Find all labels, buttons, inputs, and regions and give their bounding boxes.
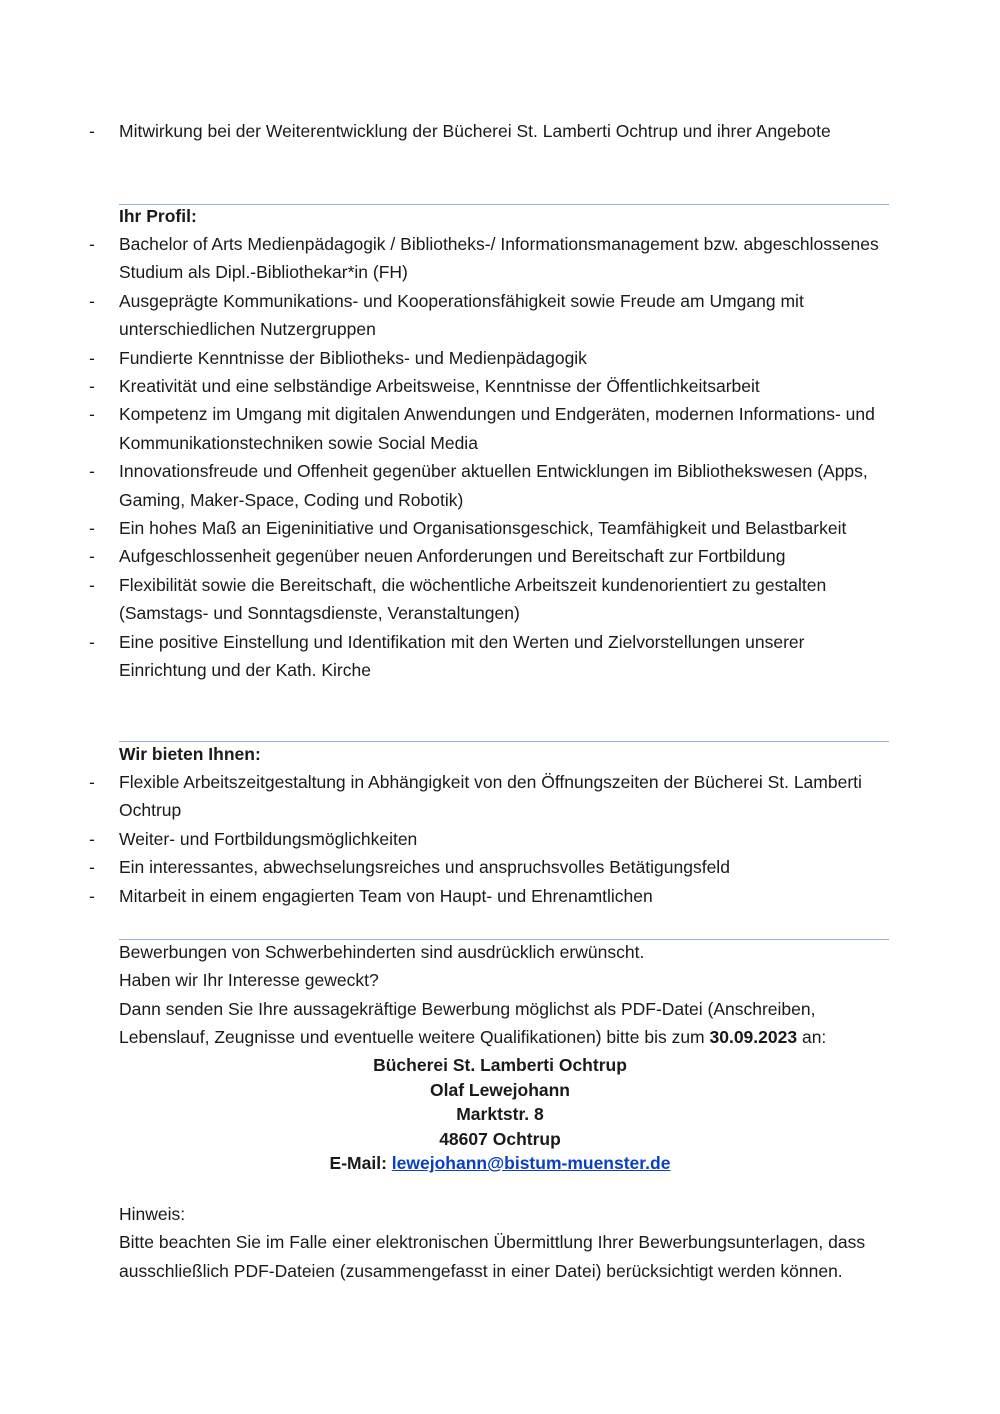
list-item [0,514,889,542]
list-item [0,628,889,685]
list-item [0,882,889,910]
application-text: Dann senden Sie Ihre aussagekräftige Bewerbung möglichst als PDF-Datei (Anschreiben, Lebenslauf, Zeugnisse und eventuelle weitere Qualifikationen) bitte bis zum [119,998,816,1048]
list-item-text: Fundierte Kenntnisse der Bibliotheks- und Medienpädagogik [119,347,587,368]
application-line: Bewerbungen von Schwerbehinderten sind ausdrücklich erwünscht. [119,942,645,962]
bullet-dash: - [89,518,95,539]
note-paragraph [119,1200,889,1285]
list-item [0,571,889,628]
list-item-text: Aufgeschlossenheit gegenüber neuen Anforderungen und Bereitschaft zur Fortbildung [119,546,786,567]
list-item-text: Mitarbeit in einem engagierten Team von Haupt- und Ehrenamtlichen [119,885,653,906]
section-divider [119,204,889,205]
address-city: 48607 Ochtrup [439,1128,561,1149]
list-item-text: Weiter- und Fortbildungsmöglichkeiten [119,828,418,849]
list-item-text: Kompetenz im Umgang mit digitalen Anwendungen und Endgeräten, modernen Informations- und Kommunikationstechniken sowie Social Media [119,404,875,453]
list-item-text: Innovationsfreude und Offenheit gegenüber aktuellen Entwicklungen im Bibliothekswesen (Apps, Gaming, Maker-Space, Coding und Robotik) [119,461,868,510]
list-item-text: Ausgeprägte Kommunikations- und Kooperationsfähigkeit sowie Freude am Umgang mit unterschiedlichen Nutzergruppen [119,290,804,340]
list-item [0,542,889,570]
note-text: Bitte beachten Sie im Falle einer elektronischen Übermittlung Ihrer Bewerbungsunterlagen, dass ausschließlich PDF-Dateien (zusammengefasst in einer Datei) berücksichtigt werden können. [119,1232,866,1281]
list-item [0,230,889,287]
bullet-dash: - [89,857,95,878]
list-item [0,457,889,514]
bullet-dash: - [89,631,95,652]
address-organization: Bücherei St. Lamberti Ochtrup [373,1055,627,1075]
note-label: Hinweis: [119,1204,186,1224]
bullet-dash: - [89,404,95,425]
application-paragraph [119,938,889,1052]
address-name: Olaf Lewejohann [429,1079,571,1100]
address-street: Marktstr. 8 [456,1104,544,1124]
email-link[interactable]: lewejohann@bistum-muenster.de [391,1153,671,1173]
bullet-dash: - [89,290,95,311]
list-item [0,853,889,881]
bullet-dash: - [89,772,95,792]
bullet-dash: - [89,234,95,254]
offer-list [0,768,1000,910]
bullet-dash: - [89,574,95,595]
application-deadline: 30.09.2023 [709,1027,798,1048]
list-item-text: Ein hohes Maß an Eigeninitiative und Organisationsgeschick, Teamfähigkeit und Belastbarkeit [119,518,847,539]
list-item-text: Ein interessantes, abwechselungsreiches und anspruchsvolles Betätigungsfeld [119,857,730,878]
list-item [0,344,889,372]
list-item-text: Mitwirkung bei der Weiterentwicklung der Bücherei St. Lamberti Ochtrup und ihrer Angebote [119,121,831,141]
bullet-dash: - [89,885,95,906]
list-item [0,768,889,825]
list-item-text: Kreativität und eine selbständige Arbeitsweise, Kenntnisse der Öffentlichkeitsarbeit [119,376,760,397]
list-item [0,287,889,344]
list-item-text: Flexibilität sowie die Bereitschaft, die wöchentliche Arbeitszeit kundenorientiert zu gestalten (Samstags- und Sonntagsdienste, Veranstaltungen) [119,574,827,624]
list-item-text: Bachelor of Arts Medienpädagogik / Bibliotheks-/ Informationsmanagement bzw. abgeschlossenes Studium als Dipl.-Bibliothekar*in (FH) [119,234,879,283]
offer-heading: Wir bieten Ihnen: [119,744,261,764]
bullet-dash: - [89,376,95,397]
list-item-text: Eine positive Einstellung und Identifikation mit den Werten und Zielvorstellungen unserer Einrichtung und der Kath. Kirche [119,631,805,681]
list-item-text: Flexible Arbeitszeitgestaltung in Abhängigkeit von den Öffnungszeiten der Bücherei St. Lamberti Ochtrup [119,772,862,821]
address-email-line [0,1151,1000,1176]
profile-list [0,230,1000,685]
intro-list [0,117,1000,145]
list-item [0,825,889,853]
bullet-dash: - [89,347,95,368]
bullet-dash: - [89,121,95,141]
bullet-dash: - [89,546,95,567]
application-text-suffix: an: [797,1027,827,1048]
list-item [0,372,889,400]
application-line: Haben wir Ihr Interesse geweckt? [119,970,379,991]
profile-heading: Ihr Profil: [119,206,197,226]
bullet-dash: - [89,828,95,849]
list-item [0,400,889,457]
application-line [119,995,889,1052]
email-label: E-Mail: [329,1153,392,1173]
bullet-dash: - [89,461,95,482]
list-item [0,117,889,145]
contact-address [0,1053,1000,1176]
